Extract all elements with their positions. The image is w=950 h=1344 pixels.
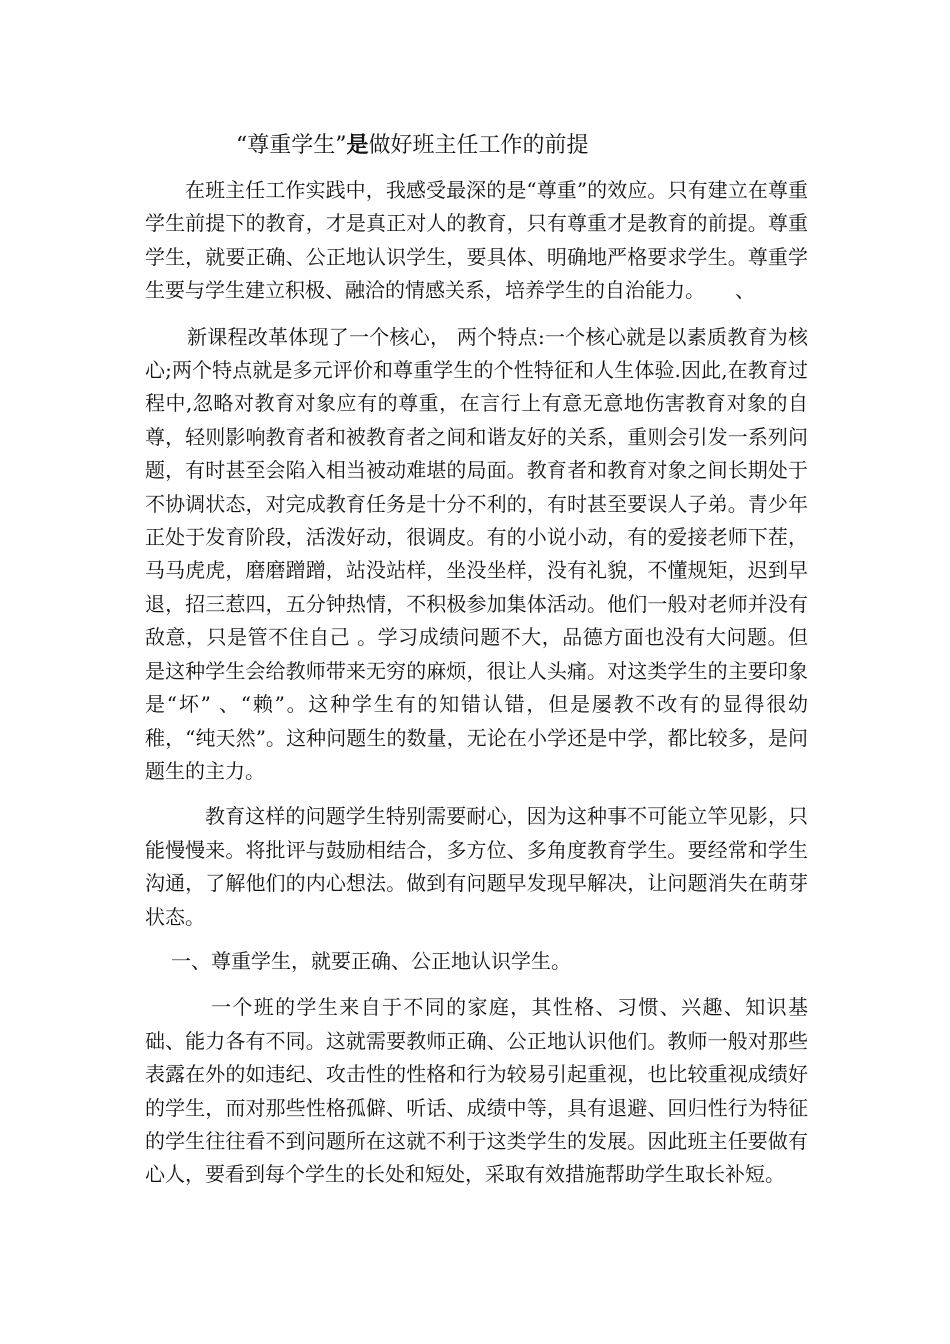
section-heading-1: 一、尊重学生，就要正确、公正地认识学生。 bbox=[171, 948, 571, 973]
paragraph-patience: 教育这样的问题学生特别需要耐心，因为这种事不可能立竿见影，只能慢慢来。将批评与鼓励相结合，多方位、多角度教育学生。要经常和学生沟通，了解他们的内心想法。做到有问题早发现早解决，让问题消失在萌芽状态。 bbox=[145, 804, 808, 929]
paragraph-know-students: 一个班的学生来自于不同的家庭，其性格、习惯、兴趣、知识基础、能力各有不同。这就需要教师正确、公正地认识他们。教师一般对那些表露在外的如违纪、攻击性的性格和行为较易引起重视，也比较重视成绩好的学生，而对那些性格孤僻、听话、成绩中等，具有退避、回归性行为特征的学生往往看不到问题所在这就不利于这类学生的发展。因此班主任要做有心人，要看到每个学生的长处和短处，采取有效措施帮助学生取长补短。 bbox=[145, 995, 808, 1187]
title-bold-word: 是 bbox=[346, 132, 369, 158]
title-prefix: “尊重学生” bbox=[236, 133, 347, 158]
document-body bbox=[145, 174, 808, 1192]
paragraph-intro: 在班主任工作实践中，我感受最深的是“尊重”的效应。只有建立在尊重学生前提下的教育，才是真正对人的教育，只有尊重才是教育的前提。尊重学生，就要正确、公正地认识学生，要具体、明确地严格要求学生。尊重学生要与学生建立积极、融洽的情感关系，培养学生的自治能力。 、 bbox=[145, 178, 808, 303]
document-title bbox=[236, 128, 589, 159]
title-suffix: 做好班主任工作的前提 bbox=[368, 133, 589, 158]
paragraph-curriculum-reform: 新课程改革体现了一个核心， 两个特点:一个核心就是以素质教育为核心;两个特点就是多元评价和尊重学生的个性特征和人生体验.因此,在教育过程中,忽略对教育对象应有的尊重，在言行上有意无意地伤害教育对象的自尊，轻则影响教育者和被教育者之间和谐友好的关系，重则会引发一系列问题，有时甚至会陷入相当被动难堪的局面。教育者和教育对象之间长期处于不协调状态，对完成教育任务是十分不利的，有时甚至要误人子弟。青少年正处于发育阶段，活泼好动，很调皮。有的小说小动，有的爱接老师下茬，马马虎虎，磨磨蹭蹭，站没站样，坐没坐样，没有礼貌，不懂规矩，迟到早退，招三惹四，五分钟热情，不积极参加集体活动。他们一般对老师并没有敌意，只是管不住自己 。学习成绩问题不大，品德方面也没有大问题。但是这种学生会给教师带来无穷的麻烦，很让人头痛。对这类学生的主要印象是“坏” 、“赖”。这种学生有的知错认错，但是屡教不改有的显得很幼稚，“纯天然”。这种问题生的数量，无论在小学还是中学，都比较多，是问题生的主力。 bbox=[145, 324, 808, 783]
